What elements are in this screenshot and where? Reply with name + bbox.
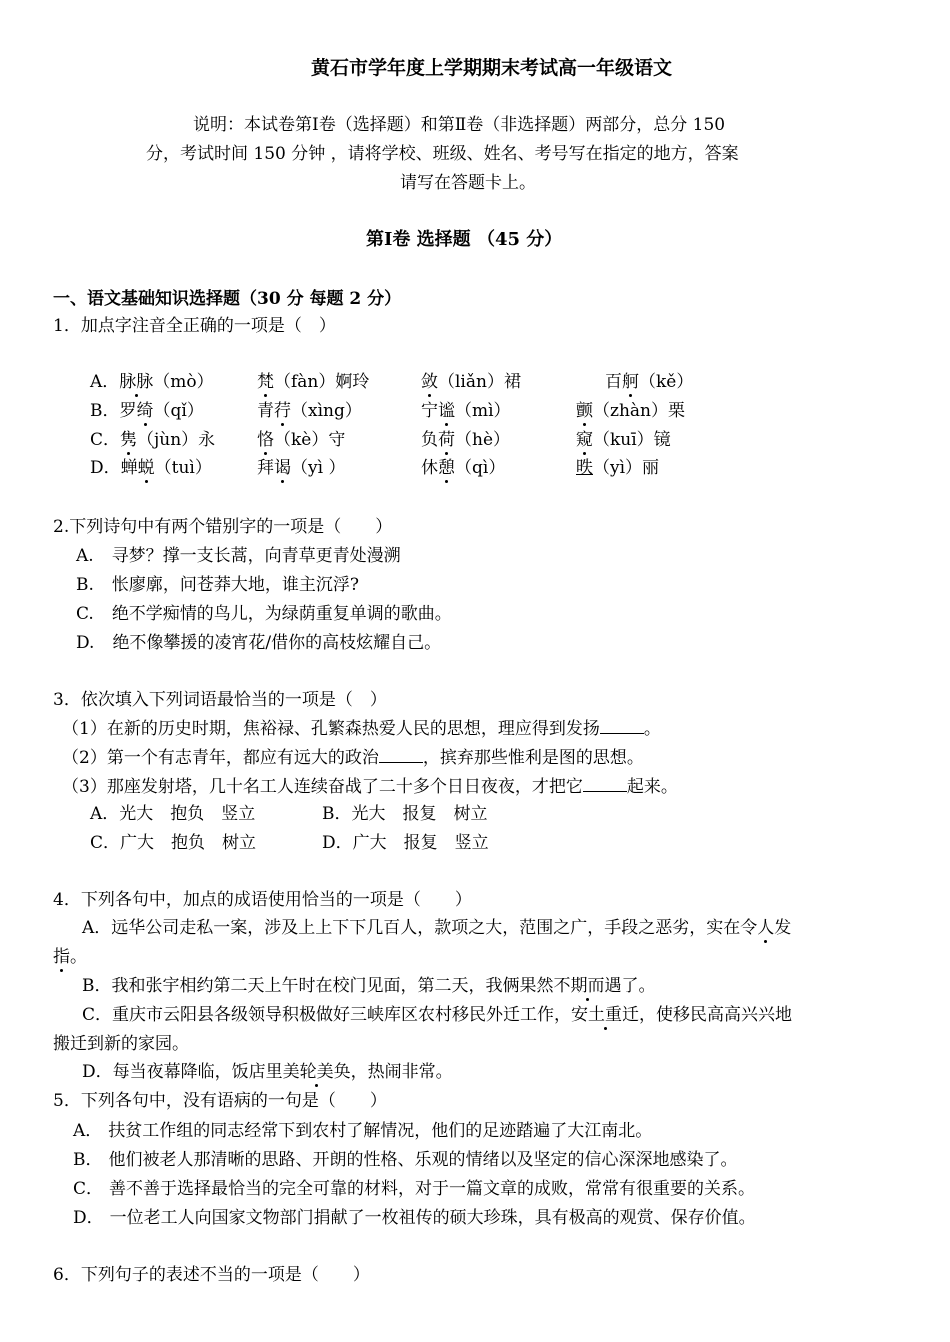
question-stem: 3．依次填入下列词语最恰当的一项是（ ）	[53, 690, 387, 710]
q1-option-item: 负荷（hè）	[421, 430, 511, 450]
q4-option-c: C．重庆市云阳县各级领导积极做好三峡库区农村移民外迁工作，安土重迁，使移民高高兴兴地	[82, 1005, 793, 1025]
q1-option-item: 颤（zhàn）栗	[576, 401, 685, 421]
q1-option-a: A．脉脉（mò）	[90, 372, 214, 392]
q1-option-item: 窥（kuī）镜	[576, 430, 671, 450]
q1-option-item: 青荇（xìng）	[257, 401, 362, 421]
q5-option: A． 扶贫工作组的同志经常下到农村了解情况，他们的足迹踏遍了大江南北。	[73, 1121, 653, 1141]
q2-option: C. 绝不学痴情的鸟儿，为绿荫重复单调的歌曲。	[76, 604, 452, 624]
question-stem: 4．下列各句中，加点的成语使用恰当的一项是（ ）	[53, 890, 472, 910]
q3-option-c: C．广大 抱负 树立	[90, 833, 257, 853]
section-title: 一、语文基础知识选择题（30 分 每题 2 分）	[53, 289, 402, 309]
q1-option-item: 百舸（kě）	[605, 372, 694, 392]
fill-blank[interactable]	[379, 746, 423, 763]
q4-option-d: D．每当夜幕降临，饭店里美轮美奂，热闹非常。	[82, 1062, 453, 1082]
q1-option-item: 昳（yì）丽	[576, 458, 660, 478]
q3-option-d: D．广大 报复 竖立	[322, 833, 489, 853]
q1-option-item: 恪（kè）守	[257, 430, 346, 450]
question-stem: 5．下列各句中，没有语病的一句是（ ）	[53, 1091, 387, 1111]
question-stem: 6．下列句子的表述不当的一项是（ ）	[53, 1265, 370, 1285]
q3-option-a: A．光大 抱负 竖立	[90, 804, 256, 824]
q1-option-c: C．隽（jùn）永	[90, 430, 216, 450]
q1-option-item: 宁谧（mì）	[421, 401, 511, 421]
q2-option: A. 寻梦？撑一支长蒿，向青草更青处漫溯	[76, 546, 401, 566]
intro-line: 分，考试时间 150 分钟 ，请将学校、班级、姓名、考号写在指定的地方，答案	[146, 144, 739, 164]
question-stem: 2.下列诗句中有两个错别字的一项是（ ）	[53, 517, 393, 537]
q4-option-a: A．远华公司走私一案，涉及上上下下几百人，款项之大，范围之广，手段之恶劣，实在令人发	[82, 918, 792, 938]
q5-option: B． 他们被老人那清晰的思路、开朗的性格、乐观的情绪以及坚定的信心深深地感染了。	[73, 1150, 738, 1170]
fill-blank[interactable]	[600, 717, 644, 734]
q1-option-item: 拜谒（yì ）	[257, 458, 346, 478]
q3-option-b: B．光大 报复 树立	[322, 804, 488, 824]
q3-item: （1）在新的历史时期，焦裕禄、孔繁森热爱人民的思想，理应得到发扬 。	[62, 719, 661, 739]
q4-option-a-cont: 指。	[53, 947, 87, 967]
fill-blank[interactable]	[583, 775, 627, 792]
q2-option: B. 怅廖廓，问苍莽大地，谁主沉浮?	[76, 575, 360, 595]
q3-item: （2）第一个有志青年，都应有远大的政治 ，摈弃那些惟利是图的思想。	[62, 748, 644, 768]
exam-title: 黄石市学年度上学期期末考试高一年级语文	[311, 57, 673, 79]
q1-option-b: B．罗绮（qǐ）	[90, 401, 204, 421]
question-stem: 1．加点字注音全正确的一项是（ ）	[53, 316, 336, 336]
intro-line: 说明：本试卷第Ⅰ卷（选择题）和第Ⅱ卷（非选择题）两部分，总分 150	[193, 115, 726, 135]
q1-option-item: 休憩（qì）	[421, 458, 506, 478]
part-title: 第Ⅰ卷 选择题 （45 分）	[366, 229, 563, 250]
q1-option-item: 梵（fàn）婀玲	[257, 372, 370, 392]
intro-line: 请写在答题卡上。	[400, 173, 536, 193]
q5-option: D． 一位老工人向国家文物部门捐献了一枚祖传的硕大珍珠，具有极高的观赏、保存价值。	[73, 1208, 756, 1228]
q4-option-c-cont: 搬迁到新的家园。	[53, 1034, 189, 1054]
q1-option-item: 敛（liǎn）裙	[421, 372, 521, 392]
q5-option: C． 善不善于选择最恰当的完全可靠的材料，对于一篇文章的成败，常常有很重要的关系。	[73, 1179, 756, 1199]
q3-item: （3）那座发射塔，几十名工人连续奋战了二十多个日日夜夜，才把它 起来。	[62, 777, 678, 797]
q1-option-d: D．蝉蜕（tuì）	[90, 458, 212, 478]
q4-option-b: B．我和张宇相约第二天上午时在校门见面，第二天，我俩果然不期而遇了。	[82, 976, 656, 996]
q2-option: D. 绝不像攀援的凌宵花/借你的高枝炫耀自己。	[76, 633, 442, 653]
